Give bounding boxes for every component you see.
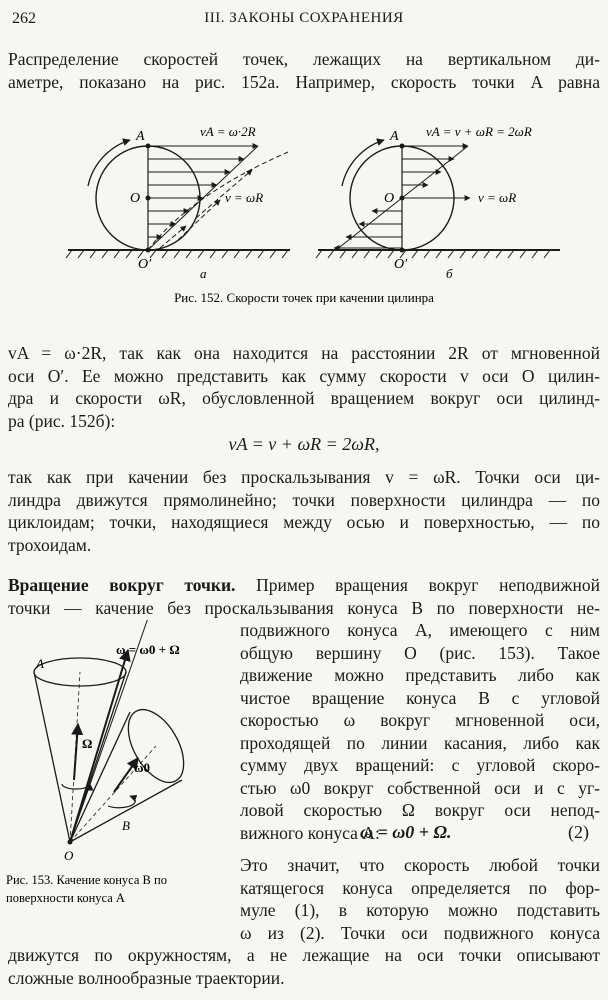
paragraph-2 [8, 342, 600, 432]
section-heading: Вращение вокруг точки. [8, 575, 236, 595]
equation-number: (2) [568, 822, 589, 842]
vA-label: vA = v + ωR = 2ωR [426, 124, 532, 139]
text-line: сумму двух вращений: с угловой скоро- [240, 755, 600, 775]
text-line: общую вершину O (рис. 153). Такое [240, 642, 600, 663]
text-line: vA = ω·2R, так как она находится на расстоянии 2R от мгновенной [8, 343, 600, 363]
subfig-label-b: б [446, 266, 453, 281]
intro-paragraph [8, 48, 600, 93]
text-line: сложные волнообразные траектории. [8, 967, 285, 988]
text-line-rest: Пример вращения вокруг неподвижной [235, 575, 600, 595]
text-line: циклоидам; точки, находящиеся между осью и поверхностью, — по [8, 512, 600, 532]
equation-omega: ω = ω0 + Ω. [360, 822, 452, 842]
text-line: трохоидам. [8, 534, 92, 555]
text-line: проходящей по линии касания, либо как [240, 732, 600, 753]
text-line: ра (рис. 152б): [8, 410, 116, 431]
text-line: так как при качении без проскальзывания v = ωR. Точки оси ци- [8, 467, 600, 487]
text-line: аметре, показано на рис. 152а. Например, скорость точки A равна [8, 71, 600, 92]
text-line [8, 574, 600, 597]
after-equation-text [240, 854, 600, 944]
label-A: A [36, 656, 44, 671]
label-O: O [64, 848, 74, 863]
paragraph-3 [8, 466, 600, 556]
v-label: v = ωR [478, 190, 517, 205]
text-line: ω из (2). Точки оси подвижного конуса [240, 922, 600, 943]
subfig-label-a: а [200, 266, 207, 281]
text-line: катящегося конуса определяется по фор- [240, 877, 600, 898]
final-paragraph [8, 944, 600, 989]
Omega-label: Ω [82, 736, 93, 751]
label-B: B [122, 818, 130, 833]
label-O: O [130, 191, 141, 206]
dashed-velocities [148, 152, 288, 250]
label-A: A [136, 129, 145, 144]
label-O: O [384, 191, 395, 206]
text-line: Распределение скоростей точек, лежащих на вертикальном ди- [8, 49, 600, 69]
omega-arrow [70, 650, 128, 842]
text-line: движение можно представить либо как [240, 665, 600, 685]
text-line: стью ω0 вокруг собственной оси и с уг- [240, 777, 600, 798]
section-intro [8, 574, 600, 619]
text-line: движутся по окружностям, а не лежащие на оси точки описывают [8, 945, 600, 965]
figure-152a [66, 124, 290, 281]
text-line: оси O′. Ее можно представить как сумму скорости v оси O цилин- [8, 365, 600, 386]
text-line: чистое вращение конуса B с угловой [240, 687, 600, 708]
wrapped-text [240, 619, 600, 844]
text-line: вижного конуса A: [240, 822, 380, 843]
figure-153 [0, 620, 236, 920]
text-line: дра и скорости ωR, обусловленной вращением вокруг оси цилинд- [8, 388, 600, 408]
figure-153-caption-line2: поверхности конуса A [6, 891, 125, 905]
text-line: муле (1), в которую можно подставить [240, 900, 600, 920]
Omega-arrow [74, 724, 78, 780]
label-O-prime: O′ [138, 257, 152, 272]
figure-152-caption: Рис. 152. Скорости точек при качении цилинра [174, 290, 434, 305]
figure-152b [316, 124, 560, 281]
page-number: 262 [12, 10, 36, 27]
running-head: III. ЗАКОНЫ СОХРАНЕНИЯ [204, 10, 404, 26]
text-line: Это значит, что скорость любой точки [240, 855, 600, 875]
omega-label: ω = ω0 + Ω [116, 642, 180, 657]
v-label: v = ωR [225, 190, 264, 205]
text-line: ловой скоростью Ω вокруг оси непод- [240, 800, 600, 820]
text-line: подвижного конуса A, имеющего с ним [240, 620, 600, 640]
figure-152 [0, 100, 608, 315]
label-O-prime: O′ [394, 257, 408, 272]
text-line: линдра движутся прямолинейно; точки поверхности цилиндра — по [8, 489, 600, 510]
label-A: A [390, 129, 399, 144]
text-line: скоростью ω вокруг мгновенной оси, [240, 710, 600, 730]
cone-B [70, 700, 195, 842]
figure-153-caption: Рис. 153. Качение конуса B по [6, 873, 167, 887]
equation-va: vA = v + ωR = 2ωR, [228, 434, 380, 454]
omega0-label: ω0 [134, 760, 151, 775]
vA-label: vA = ω·2R [200, 124, 256, 139]
text-line: точки — качение без проскальзывания конуса B по поверхности не- [8, 597, 600, 618]
